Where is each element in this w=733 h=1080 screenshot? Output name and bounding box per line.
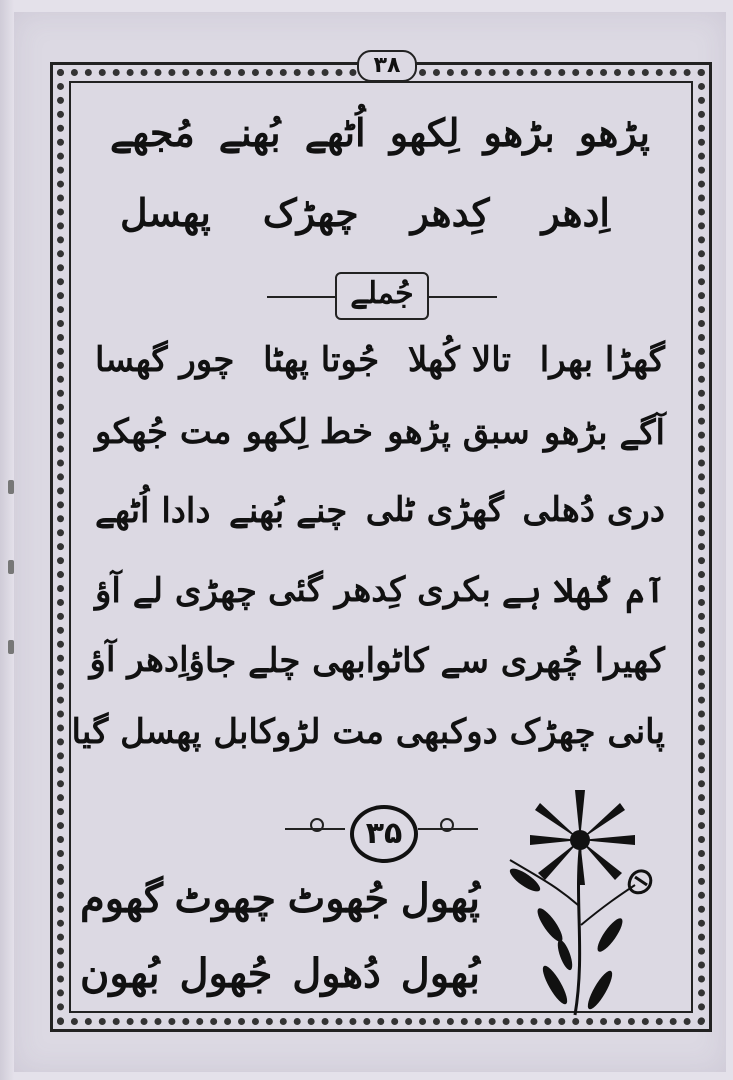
sentence-row: [95, 340, 665, 380]
section-title: جُملے: [350, 276, 414, 311]
ornament-scroll-icon: [310, 818, 324, 832]
word: بُھنے: [218, 110, 281, 155]
sentence: سبق پڑھو: [387, 412, 530, 452]
sentence: ابھی چلے جاؤ: [188, 641, 376, 681]
word: جُھول: [179, 950, 273, 997]
flower-icon: [495, 785, 665, 1020]
word-row-2: [120, 190, 610, 235]
sentence: چنے بُھنے: [228, 491, 348, 531]
page-number: ۳۸: [357, 50, 417, 82]
sentence: بکری کِدھر گئی: [267, 570, 491, 610]
word: چھڑک: [262, 190, 359, 235]
sentence: کابل پھسل گیا: [71, 712, 275, 752]
sentence-row: [95, 412, 665, 453]
sentence: گھڑا بھرا: [539, 340, 665, 380]
binding-mark: [8, 480, 14, 494]
word: پُھول: [400, 875, 480, 922]
section-heading-ornament: [335, 272, 429, 320]
sentence: جُوتا پھٹا: [263, 340, 380, 380]
word: مُجھے: [110, 110, 195, 155]
sentence-row: [95, 570, 665, 611]
word: کِدھر: [410, 190, 490, 235]
word: گھوم: [80, 875, 163, 922]
lesson-number: ۳۵: [350, 805, 418, 863]
sentence: اِدھر آؤ: [89, 640, 189, 680]
word: اُٹھے: [304, 110, 366, 155]
word: پڑھو: [578, 110, 650, 155]
word: اِدھر: [541, 190, 610, 235]
sentence: مت جُھکو: [95, 412, 232, 452]
sentence: پانی چھڑک دو: [466, 712, 665, 752]
binding-mark: [8, 560, 14, 574]
sentence: گھڑی ٹلی: [365, 490, 504, 530]
word: دُھول: [292, 950, 381, 997]
word: پھسل: [120, 190, 211, 235]
sentence: کھیرا چُھری سے کاٹو: [375, 641, 665, 681]
word: بُھول: [400, 950, 480, 997]
sentence-row: [95, 490, 665, 531]
word: بُھون: [80, 950, 160, 997]
sentence: چور گھسا: [95, 340, 235, 380]
sentence: تالا کُھلا: [407, 340, 512, 380]
word: چھوٹ: [174, 875, 277, 922]
word: بڑھو: [483, 110, 555, 155]
word-row-4: [80, 950, 480, 997]
word: لِکھو: [389, 110, 460, 155]
sentence: آگے بڑھو: [543, 413, 665, 453]
sentence: دادا اُٹھے: [95, 491, 211, 531]
sentence: دری دُھلی: [522, 490, 665, 530]
word-row-3: [80, 875, 480, 922]
sentence: خط لِکھو: [245, 412, 374, 452]
sentence: کبھی مت لڑو: [274, 712, 467, 752]
sentence: آم کُھلا ہے: [501, 571, 665, 611]
sentence-row: [89, 640, 665, 681]
sentence-row: [71, 712, 665, 752]
page-edge: [0, 0, 14, 1080]
word-row-1: [110, 110, 650, 155]
ornament-scroll-icon: [440, 818, 454, 832]
binding-mark: [8, 640, 14, 654]
sentence: چھڑی لے آؤ: [95, 571, 257, 611]
word: جُھوٹ: [287, 875, 390, 922]
